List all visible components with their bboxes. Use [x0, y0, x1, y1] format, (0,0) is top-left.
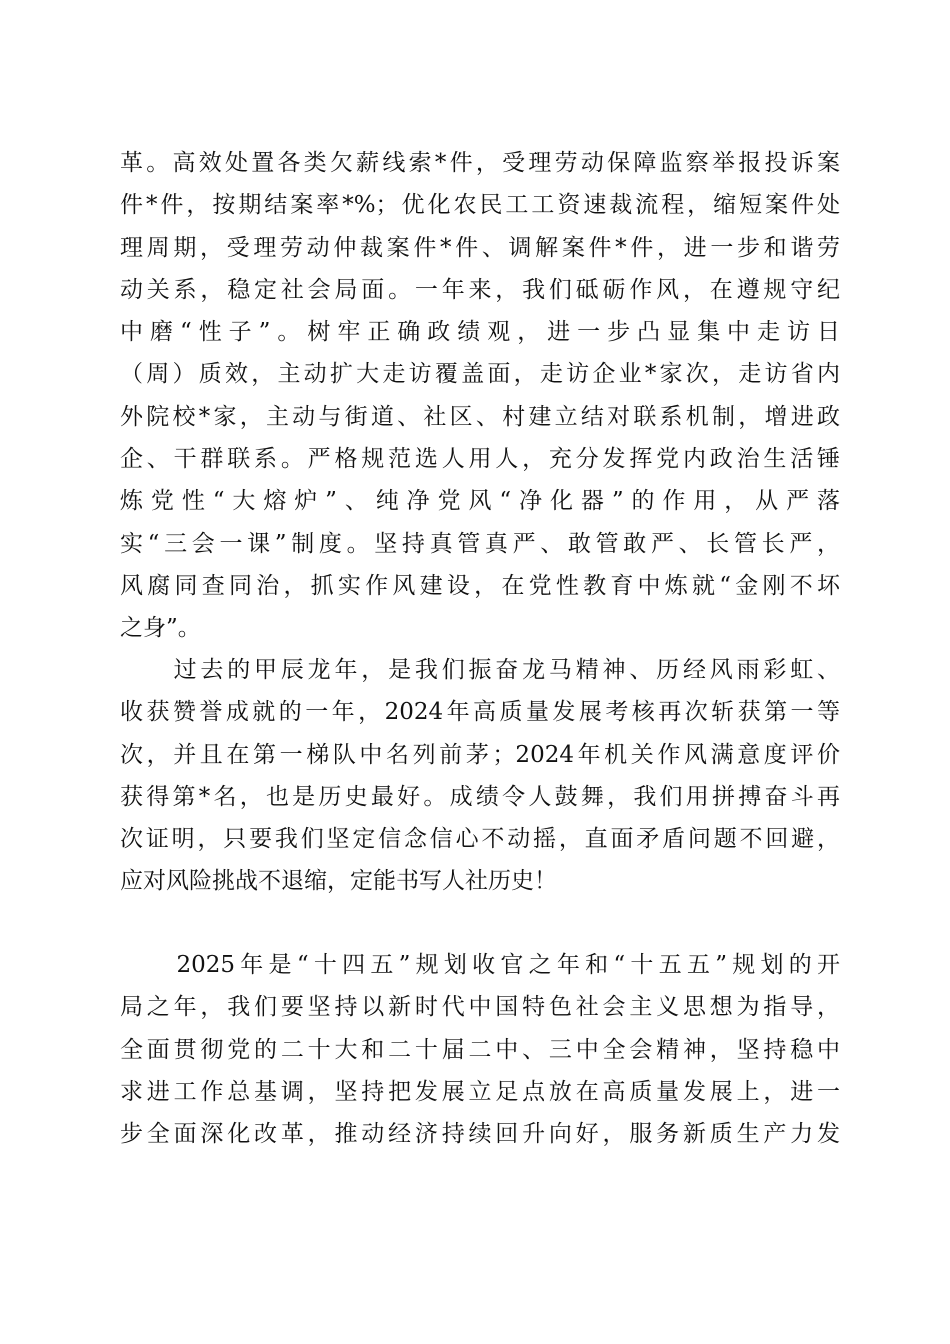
text-line: 应对风险挑战不退缩，定能书写人社历史！ — [120, 868, 557, 895]
text-line: 次，并且在第一梯队中名列前茅；2024年机关作风满意度评价 — [120, 741, 840, 768]
text-line: 2025年是“十四五”规划收官之年和“十五五”规划的开 — [120, 952, 840, 978]
text-line: 动关系，稳定社会局面。一年来，我们砥砺作风，在遵规守纪 — [120, 276, 840, 303]
text-line: 局之年，我们要坚持以新时代中国特色社会主义思想为指导， — [120, 994, 840, 1021]
text-line: 次证明，只要我们坚定信念信心不动摇，直面矛盾问题不回避， — [120, 826, 840, 853]
text-line: 炼党性“大熔炉”、纯净党风“净化器”的作用，从严落 — [120, 488, 840, 515]
text-line: 之身”。 — [120, 615, 201, 642]
text-line: 过去的甲辰龙年，是我们振奋龙马精神、历经风雨彩虹、 — [120, 657, 840, 683]
text-line: 获得第*名，也是历史最好。成绩令人鼓舞，我们用拼搏奋斗再 — [120, 783, 840, 810]
text-line: 企、干群联系。严格规范选人用人，充分发挥党内政治生活锤 — [120, 446, 840, 473]
text-line: 风腐同查同治，抓实作风建设，在党性教育中炼就“金刚不坏 — [120, 572, 840, 599]
text-line: 革。高效处置各类欠薪线索*件，受理劳动保障监察举报投诉案 — [120, 150, 840, 176]
text-line: 求进工作总基调，坚持把发展立足点放在高质量发展上，进一 — [120, 1078, 840, 1105]
text-line: 步全面深化改革，推动经济持续回升向好，服务新质生产力发 — [120, 1121, 840, 1148]
text-line: 中磨“性子”。树牢正确政绩观，进一步凸显集中走访日 — [120, 319, 840, 346]
paragraph-1 — [120, 142, 840, 650]
text-line: 全面贯彻党的二十大和二十届二中、三中全会精神，坚持稳中 — [120, 1036, 840, 1063]
text-line: 理周期，受理劳动仲裁案件*件、调解案件*件，进一步和谐劳 — [120, 234, 840, 261]
text-line: 实“三会一课”制度。坚持真管真严、敢管敢严、长管长严， — [120, 530, 840, 557]
paragraph-2 — [120, 649, 840, 903]
text-line: 外院校*家，主动与街道、社区、村建立结对联系机制，增进政 — [120, 403, 840, 430]
text-line: （周）质效，主动扩大走访覆盖面，走访企业*家次，走访省内 — [120, 361, 840, 388]
text-line: 件*件，按期结案率*%；优化农民工工资速裁流程，缩短案件处 — [120, 192, 840, 219]
text-line: 收获赞誉成就的一年，2024年高质量发展考核再次斩获第一等 — [120, 699, 840, 726]
paragraph-3 — [120, 944, 840, 1155]
